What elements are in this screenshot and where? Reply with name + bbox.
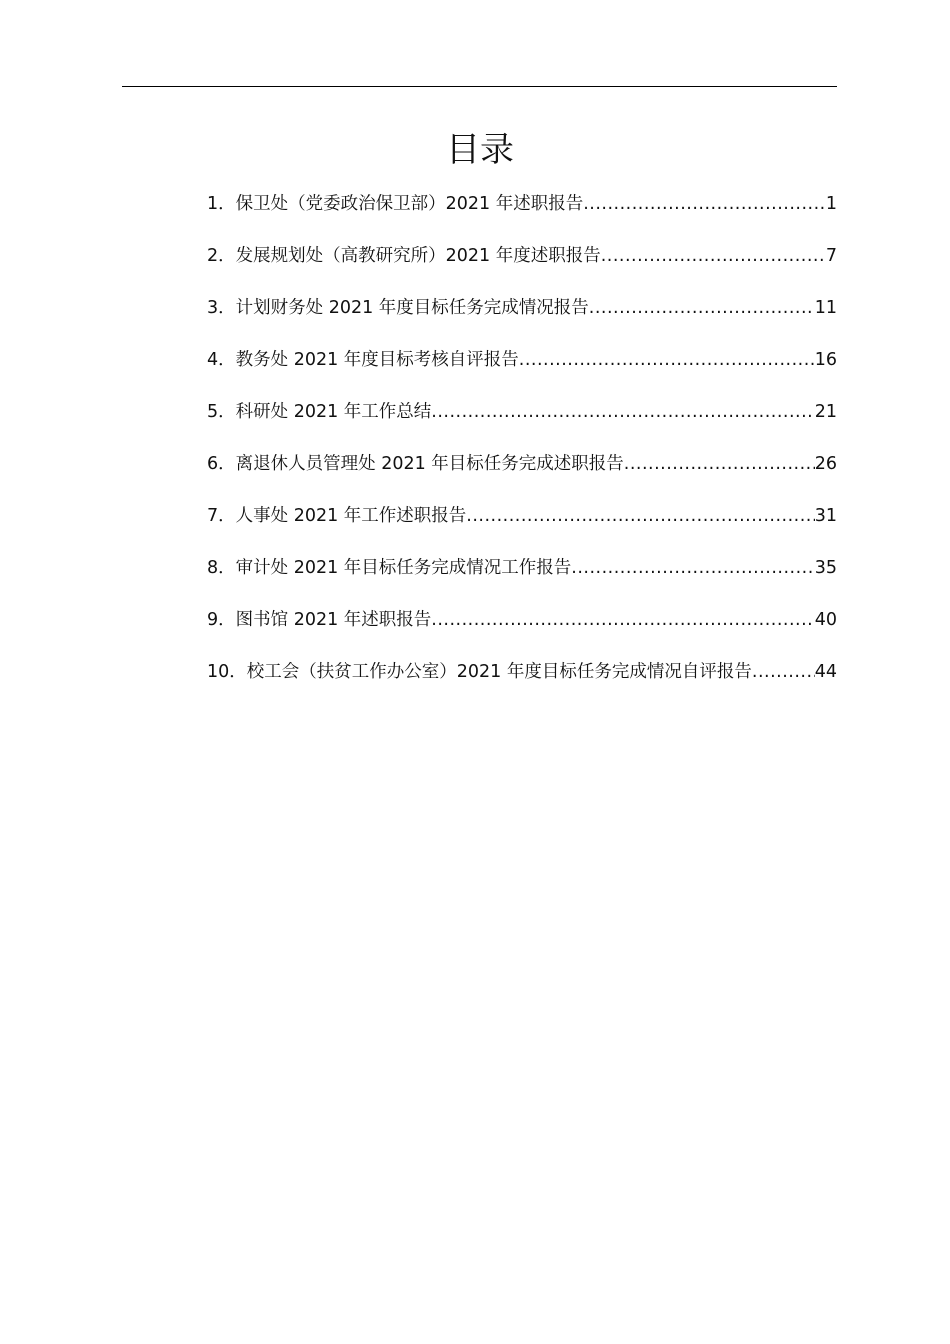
toc-entry[interactable]: [207, 243, 837, 295]
toc-entry[interactable]: [207, 347, 837, 399]
toc-entry-page: 16: [814, 350, 837, 370]
toc-entry-page: 1: [825, 194, 837, 214]
toc-entry[interactable]: [207, 503, 837, 555]
toc-entry-text: 2．发展规划处（高教研究所）2021 年度述职报告: [207, 246, 601, 266]
toc-entry-text: 3．计划财务处 2021 年度目标任务完成情况报告: [207, 298, 589, 318]
toc-leader-dots: [589, 295, 815, 321]
header-rule: [122, 86, 837, 87]
toc-entry-text: 1．保卫处（党委政治保卫部）2021 年述职报告: [207, 194, 584, 214]
toc-entry-text: 7．人事处 2021 年工作述职报告: [207, 506, 467, 526]
toc-entry-text: 5．科研处 2021 年工作总结: [207, 402, 432, 422]
toc-leader-dots: [431, 607, 814, 633]
toc-leader-dots: [571, 555, 814, 581]
toc-entry-text: 8．审计处 2021 年目标任务完成情况工作报告: [207, 558, 572, 578]
toc-leader-dots: [583, 191, 826, 217]
toc-entry[interactable]: [207, 451, 837, 503]
toc-entry[interactable]: [207, 295, 837, 347]
toc-entry-page: 35: [814, 558, 837, 578]
toc-entry-text: 6．离退休人员管理处 2021 年目标任务完成述职报告: [207, 454, 624, 474]
toc-leader-dots: [752, 659, 815, 685]
toc-entry-text: 10．校工会（扶贫工作办公室）2021 年度目标任务完成情况自评报告: [207, 662, 752, 682]
toc-entry-page: 11: [814, 298, 837, 318]
toc-entry[interactable]: [207, 555, 837, 607]
toc-entry-page: 26: [814, 454, 837, 474]
toc-entry-text: 9．图书馆 2021 年述职报告: [207, 610, 432, 630]
toc-entry[interactable]: [207, 399, 837, 451]
toc-entry-page: 40: [814, 610, 837, 630]
toc-leader-dots: [601, 243, 826, 269]
toc-entry[interactable]: [207, 191, 837, 243]
toc-entry-page: 31: [814, 506, 837, 526]
toc-entry-page: 7: [825, 246, 837, 266]
toc-entry-text: 4．教务处 2021 年度目标考核自评报告: [207, 350, 519, 370]
toc-leader-dots: [519, 347, 815, 373]
table-of-contents: [207, 191, 837, 711]
toc-entry-page: 44: [814, 662, 837, 682]
toc-leader-dots: [624, 451, 815, 477]
toc-entry-page: 21: [814, 402, 837, 422]
toc-leader-dots: [431, 399, 814, 425]
toc-entry[interactable]: [207, 607, 837, 659]
toc-title: 目录: [446, 130, 514, 170]
toc-entry[interactable]: [207, 659, 837, 711]
toc-leader-dots: [466, 503, 814, 529]
